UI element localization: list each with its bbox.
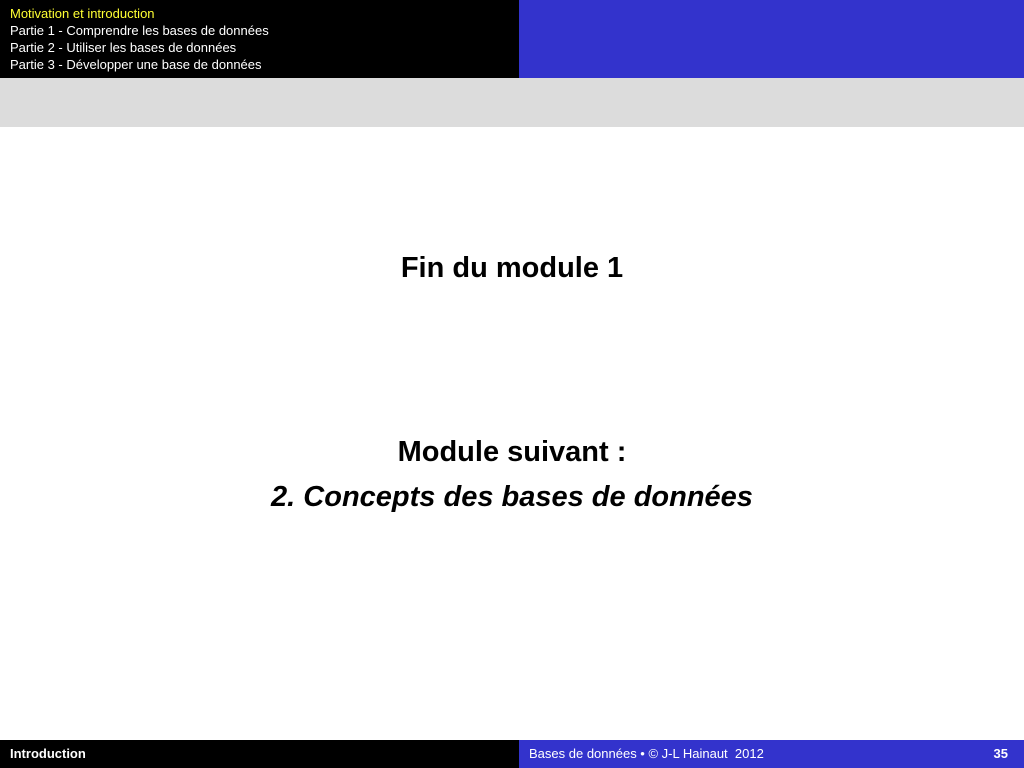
section-navigation	[0, 0, 519, 73]
footer-section-bar	[0, 740, 519, 768]
next-module-label: Module suivant :	[397, 436, 627, 468]
header-accent-band	[519, 0, 1024, 78]
nav-item-partie-2[interactable]: Partie 2 - Utiliser les bases de données	[10, 40, 237, 55]
footer-info-bar	[519, 740, 1024, 768]
page-number: 35	[993, 746, 1008, 761]
navigation-panel	[0, 0, 519, 78]
subheader-band	[0, 78, 1024, 127]
footer-section-name[interactable]: Introduction	[10, 746, 86, 761]
footer-credit: Bases de données • © J-L Hainaut 2012	[529, 746, 764, 761]
nav-item-motivation[interactable]: Motivation et introduction	[10, 6, 155, 21]
nav-item-partie-3[interactable]: Partie 3 - Développer une base de données	[10, 57, 262, 72]
nav-item-partie-1[interactable]: Partie 1 - Comprendre les bases de données	[10, 23, 269, 38]
slide-header	[0, 0, 1024, 78]
slide-title: Fin du module 1	[400, 252, 624, 284]
next-module-title: 2. Concepts des bases de données	[271, 481, 753, 513]
